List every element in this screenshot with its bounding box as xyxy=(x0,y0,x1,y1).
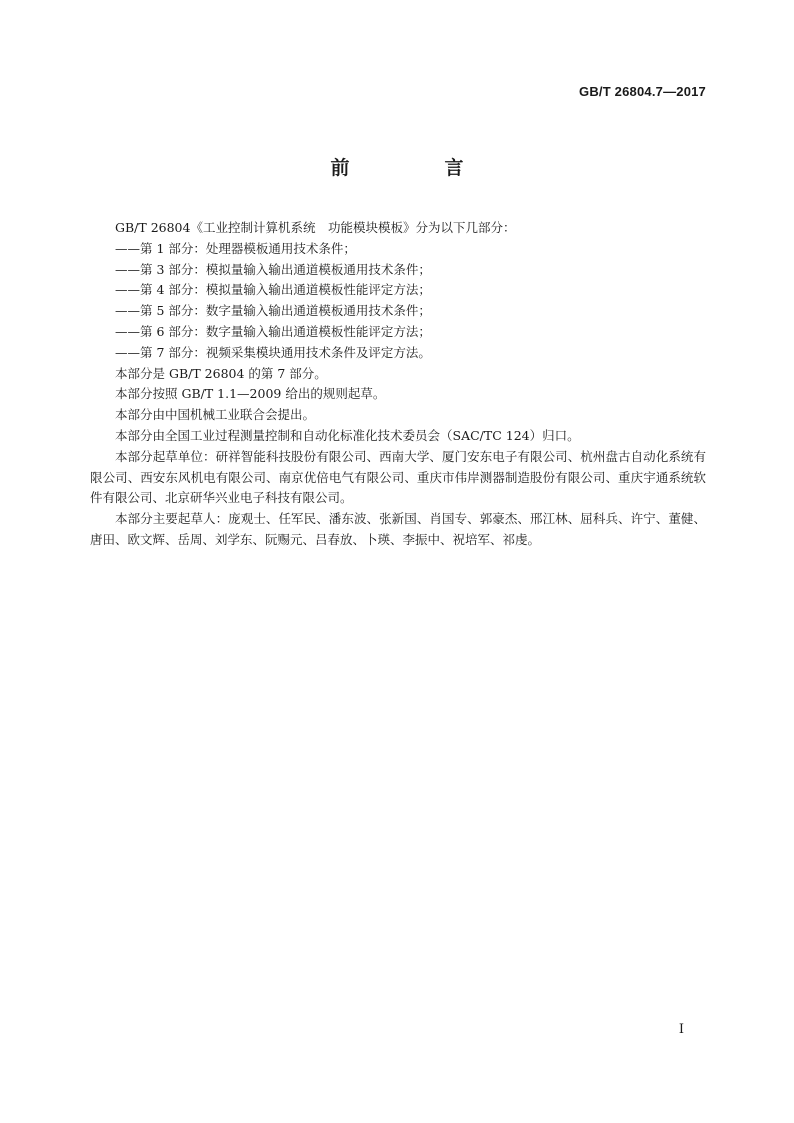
list-item: ——第 5 部分：数字量输入输出通道模板通用技术条件； xyxy=(115,303,431,319)
standard-code: GB/T 26804.7—2017 xyxy=(579,84,706,99)
list-item: ——第 1 部分：处理器模板通用技术条件； xyxy=(115,240,356,256)
drafting-rules-paragraph: 本部分按照 GB/T 1.1—2009 给出的规则起草。 xyxy=(115,386,386,402)
list-item: ——第 6 部分：数字量输入输出通道模板性能评定方法； xyxy=(115,323,431,339)
page-number: I xyxy=(678,1022,684,1037)
list-item: ——第 3 部分：模拟量输入输出通道模板通用技术条件； xyxy=(115,261,431,277)
list-item: ——第 4 部分：模拟量输入输出通道模板性能评定方法； xyxy=(115,282,431,298)
drafting-units-paragraph: 本部分起草单位：研祥智能科技股份有限公司、西南大学、厦门安东电子有限公司、杭州盘古自动化系统有限公司、西安东风机电有限公司、南京优倍电气有限公司、重庆市伟岸测器制造股份有限公司、重庆宇通系统软件有限公司、北京研华兴业电子科技有限公司。 xyxy=(90,448,706,506)
foreword-body xyxy=(90,218,706,551)
list-item: ——第 7 部分：视频采集模块通用技术条件及评定方法。 xyxy=(115,344,431,360)
intro-paragraph: GB/T 26804《工业控制计算机系统 功能模块模板》分为以下几部分： xyxy=(115,220,516,235)
managed-by-paragraph: 本部分由全国工业过程测量控制和自动化标准化技术委员会（SAC/TC 124）归口。 xyxy=(115,427,580,443)
page-title: 前 言 xyxy=(330,157,502,179)
proposed-by-paragraph: 本部分由中国机械工业联合会提出。 xyxy=(115,407,316,423)
drafters-paragraph: 本部分主要起草人：庞观士、任军民、潘东波、张新国、肖国专、郭豪杰、邢江林、屈科兵、许宁、董健、唐田、欧文辉、岳周、刘学东、阮赐元、吕春放、卜瑛、李振中、祝培军、祁虔。 xyxy=(90,511,706,547)
this-part-paragraph: 本部分是 GB/T 26804 的第 7 部分。 xyxy=(115,365,327,381)
